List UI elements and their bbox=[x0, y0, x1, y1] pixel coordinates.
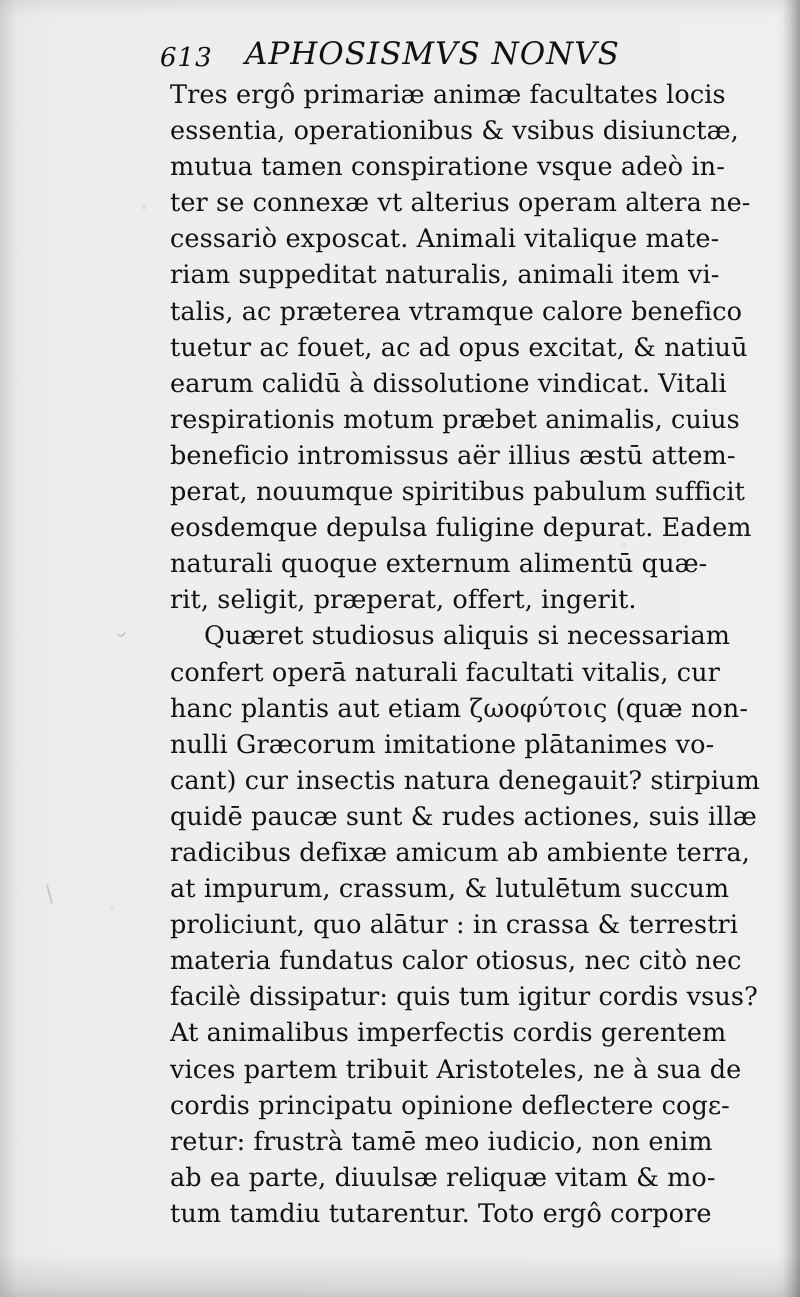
text-line: earum calidū à dissolutione vindicat. Vitali bbox=[170, 368, 727, 399]
text-line: tum tamdiu tutarentur. Toto ergô corpore bbox=[170, 1198, 712, 1229]
page-number: 613 bbox=[160, 43, 213, 73]
text-line: materia fundatus calor otiosus, nec citò nec bbox=[170, 946, 742, 977]
text-line: cordis principatu opinione deflectere cogε- bbox=[170, 1090, 730, 1121]
text-line: proliciunt, quo alātur : in crassa & terrestri bbox=[170, 910, 739, 941]
page-edge-shadow bbox=[782, 0, 800, 1297]
text-line: At animalibus imperfectis cordis gerentem bbox=[170, 1018, 727, 1049]
text-line: radicibus defixæ amicum ab ambiente terra, bbox=[170, 837, 750, 868]
text-line: cessariò exposcat. Animali vitalique mate- bbox=[170, 224, 720, 255]
text-line: beneficio intromissus aër illius æstū attem- bbox=[170, 440, 736, 471]
text-line: facilè dissipatur: quis tum igitur cordis vsus? bbox=[170, 982, 758, 1013]
text-line: talis, ac præterea vtramque calore benefico bbox=[170, 296, 743, 327]
text-line: quidē paucæ sunt & rudes actiones, suis illæ bbox=[170, 801, 757, 832]
text-line: ab ea parte, diuulsæ reliquæ vitam & mo- bbox=[170, 1162, 716, 1193]
text-line: vices partem tribuit Aristoteles, ne à sua de bbox=[170, 1054, 742, 1085]
bottom-shadow bbox=[0, 1253, 800, 1297]
text-line: essentia, operationibus & vsibus disiunctæ, bbox=[170, 116, 739, 147]
text-line: confert operā naturali facultati vitalis, cur bbox=[170, 657, 720, 688]
text-line: hanc plantis aut etiam ζωοφύτοις (quæ non- bbox=[170, 693, 749, 724]
text-line: retur: frustrà tamē meo iudicio, non enim bbox=[170, 1126, 713, 1157]
body-text bbox=[170, 77, 762, 1232]
paper-mark: ˘ bbox=[113, 626, 137, 663]
text-line: eosdemque depulsa fuligine depurat. Eadem bbox=[170, 513, 752, 544]
running-head: APHOSISMVS NONVS bbox=[245, 36, 620, 72]
text-line: tuetur ac fouet, ac ad opus excitat, & natiuū bbox=[170, 332, 748, 363]
text-line: naturali quoque externum alimentū quæ- bbox=[170, 549, 708, 580]
text-line: Tres ergô primariæ animæ facultates locis bbox=[170, 80, 726, 110]
text-line: at impurum, crassum, & lutulētum succum bbox=[170, 874, 730, 905]
text-line: rit, seligit, præperat, offert, ingerit. bbox=[170, 585, 637, 616]
text-line: mutua tamen conspiratione vsque adeò in- bbox=[170, 152, 725, 183]
text-line: ter se connexæ vt alterius operam altera ne- bbox=[170, 188, 751, 219]
text-line: cant) cur insectis natura denegauit? stirpium bbox=[170, 765, 760, 796]
text-line: Quæret studiosus aliquis si necessariam bbox=[204, 621, 731, 652]
text-line: respirationis motum præbet animalis, cuius bbox=[170, 404, 740, 435]
paper-mark: / bbox=[39, 881, 60, 908]
text-line: riam suppeditat naturalis, animali item vi- bbox=[170, 260, 720, 291]
text-line: nulli Græcorum imitatione plātanimes vo- bbox=[170, 729, 715, 760]
text-line: perat, nouumque spiritibus pabulum sufficit bbox=[170, 477, 745, 508]
